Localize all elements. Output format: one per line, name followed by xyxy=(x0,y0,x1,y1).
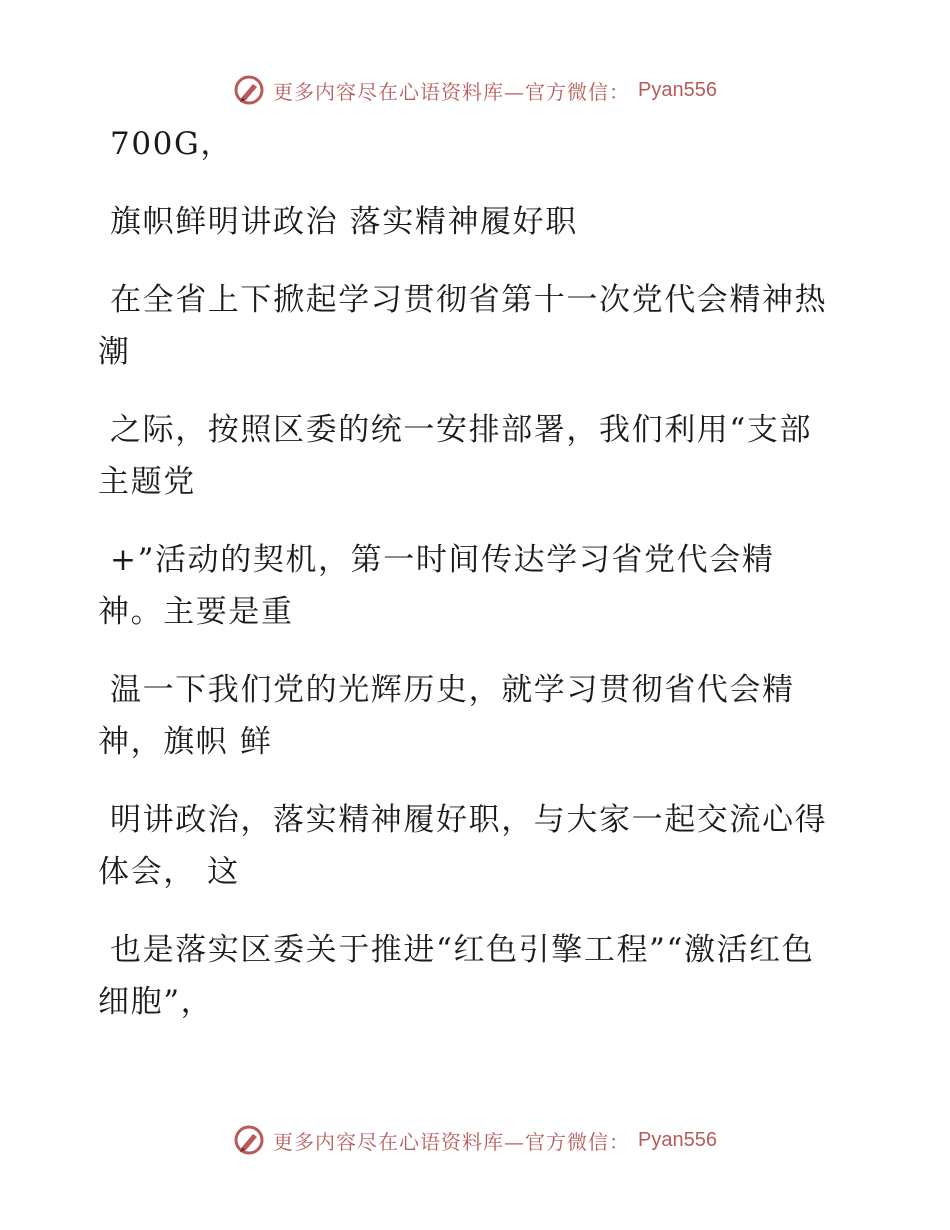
banner-text: 更多内容尽在心语资料库—官方微信： xyxy=(273,79,631,104)
banner-wechat-id: Pyan556 xyxy=(638,78,717,101)
paragraph: 在全省上下掀起学习贯彻省第十一次党代会精神热潮 xyxy=(98,282,828,370)
banner-wechat-id: Pyan556 xyxy=(638,1128,717,1151)
pen-logo-icon xyxy=(233,74,265,106)
paragraph: 700G， xyxy=(110,126,233,162)
document-body xyxy=(98,118,838,1054)
paragraph: 明讲政治，落实精神履好职，与大家一起交流心得体会， 这 xyxy=(98,802,828,890)
paragraph: +”活动的契机，第一时间传达学习省党代会精神。主要是重 xyxy=(98,542,775,630)
paragraph: 也是落实区委关于推进“红色引擎工程”“激活红色细胞”， xyxy=(98,932,815,1020)
paragraph: 之际，按照区委的统一安排部署，我们利用“支部主题党 xyxy=(98,412,813,500)
paragraph-title: 旗帜鲜明讲政治 落实精神履好职 xyxy=(110,204,578,240)
pen-logo-icon xyxy=(233,1124,265,1156)
footer-banner xyxy=(0,1120,950,1160)
paragraph: 温一下我们党的光辉历史，就学习贯彻省代会精神，旗帜 鲜 xyxy=(98,672,795,760)
header-banner xyxy=(0,70,950,110)
banner-text: 更多内容尽在心语资料库—官方微信： xyxy=(273,1129,631,1154)
